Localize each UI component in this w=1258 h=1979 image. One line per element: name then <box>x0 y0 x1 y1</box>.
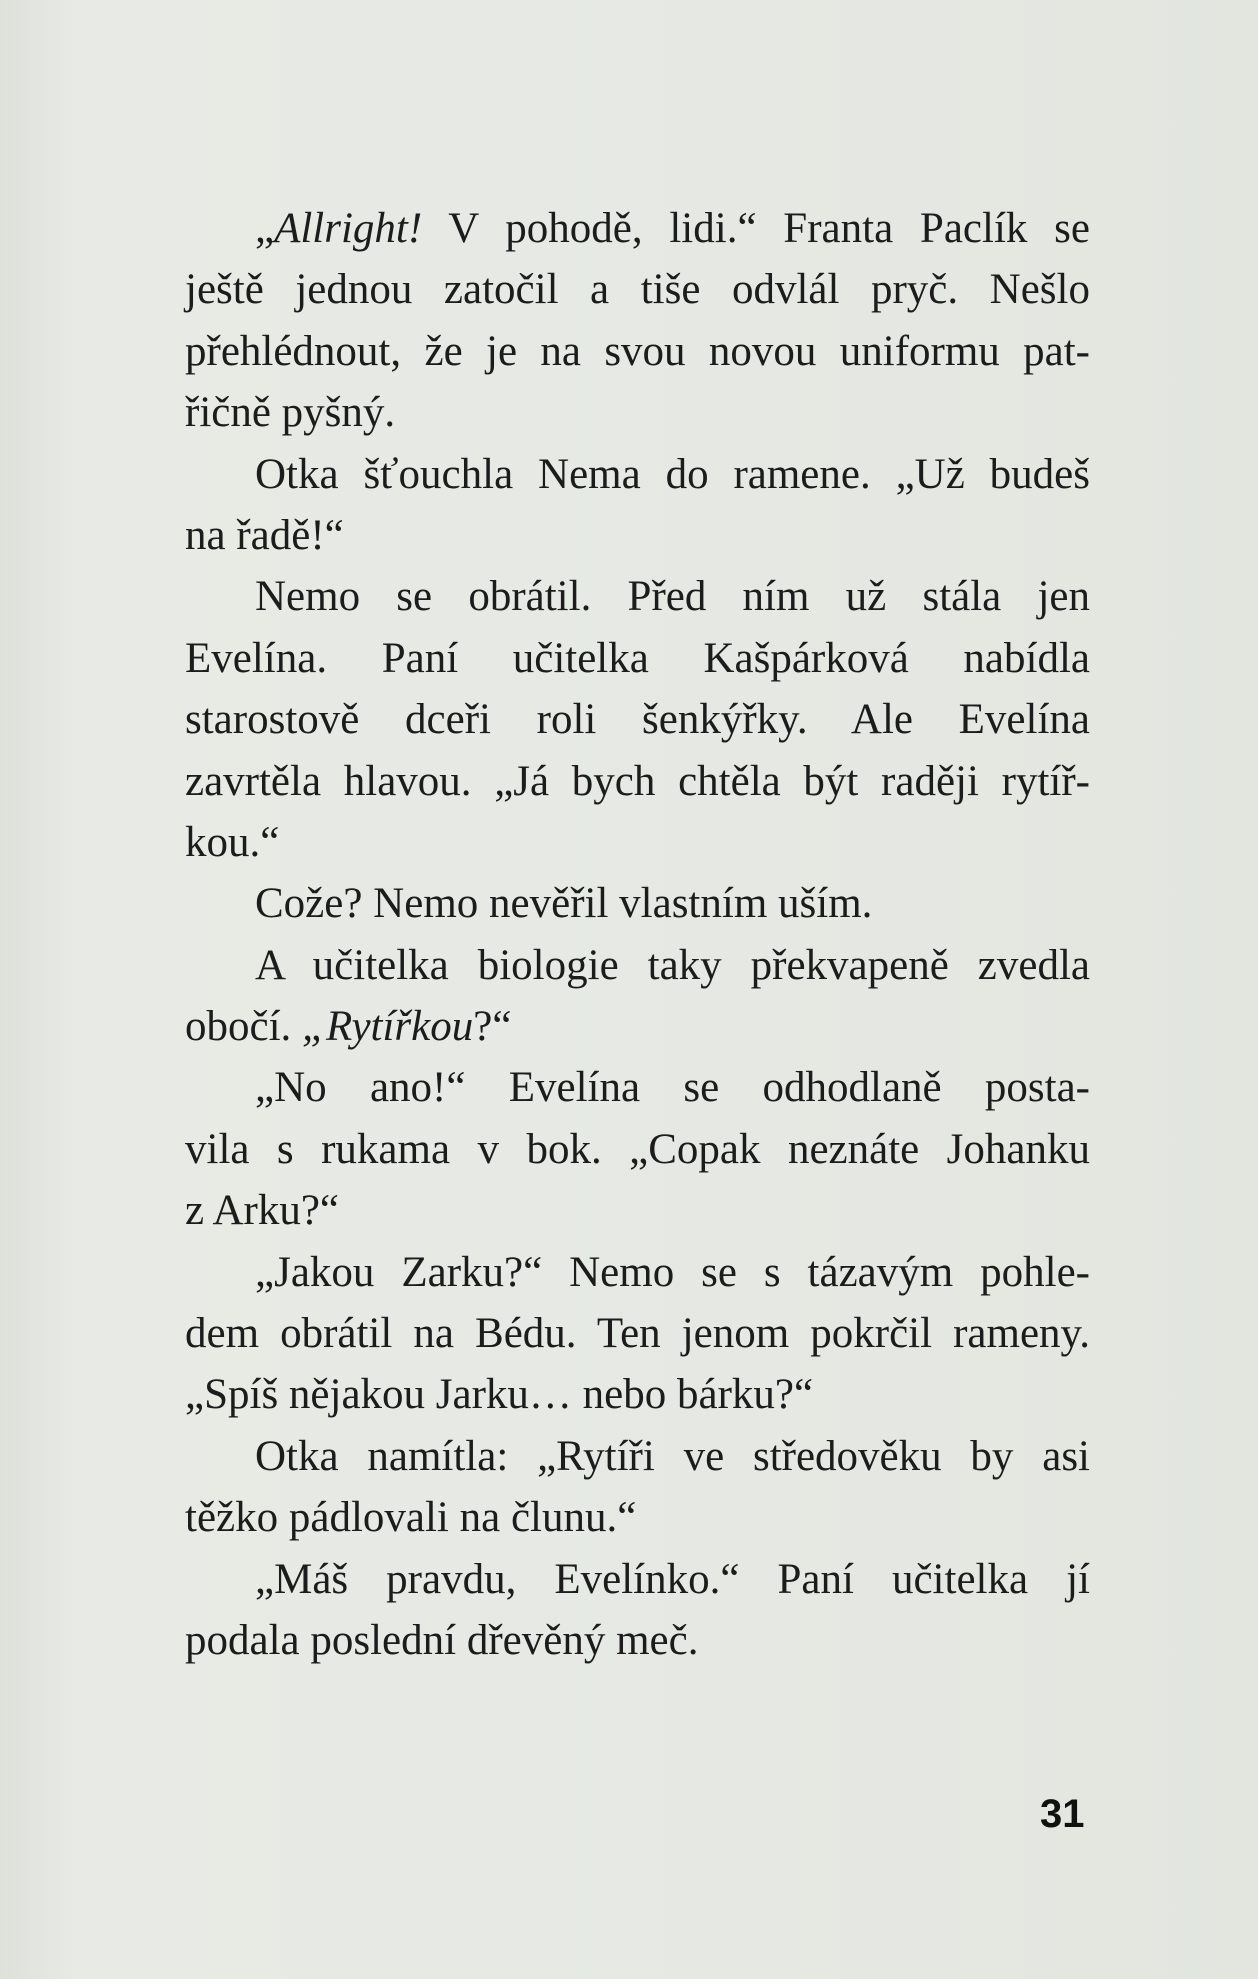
text-line <box>185 1487 1090 1548</box>
paragraph <box>185 444 1090 567</box>
text-run: ještě jednou zatočil a tiše odvlál pryč. Nešlo <box>185 266 1090 314</box>
text-line <box>185 751 1090 812</box>
italic-text: „Rytířkou <box>302 1003 474 1051</box>
text-run: dem obrátil na Bédu. Ten jenom pokrčil rameny. <box>185 1310 1090 1358</box>
text-run: ?“ <box>473 1003 512 1051</box>
text-run: starostově dceři roli šenkýřky. Ale Evelína <box>185 696 1090 744</box>
text-line <box>185 321 1090 382</box>
text-run: obočí. <box>185 1003 303 1051</box>
text-run: Otka namítla: „Rytíři ve středověku by asi <box>255 1432 1090 1480</box>
text-line <box>185 1303 1090 1364</box>
text-line <box>185 259 1090 320</box>
text-run: z Arku?“ <box>185 1187 340 1235</box>
text-line <box>185 1549 1090 1610</box>
text-line <box>185 689 1090 750</box>
text-run: těžko pádlovali na člunu.“ <box>185 1494 637 1542</box>
text-line <box>185 1364 1090 1425</box>
text-run: „No ano!“ Evelína se odhodlaně posta- <box>255 1064 1090 1112</box>
text-run: přehlédnout, že je na svou novou uniformu pat- <box>185 327 1090 375</box>
text-line <box>185 1426 1090 1487</box>
text-line <box>185 1242 1090 1303</box>
text-run: „Máš pravdu, Evelínko.“ Paní učitelka jí <box>255 1555 1090 1603</box>
paragraph <box>185 1426 1090 1549</box>
text-line <box>185 1057 1090 1118</box>
text-line <box>185 566 1090 627</box>
text-run: „ <box>255 205 275 252</box>
text-line <box>185 505 1090 566</box>
text-line <box>185 1180 1090 1241</box>
paragraph <box>185 198 1090 444</box>
text-run: V pohodě, lidi.“ Franta Paclík se <box>422 205 1090 252</box>
text-line <box>185 1610 1090 1671</box>
page-number: 31 <box>1040 1792 1085 1836</box>
paragraph <box>185 1242 1090 1426</box>
text-line <box>185 628 1090 689</box>
text-run: řičně pyšný. <box>185 389 396 437</box>
paragraph <box>185 935 1090 1058</box>
italic-text: Allright! <box>274 205 423 252</box>
paragraph <box>185 873 1090 934</box>
text-run: A učitelka biologie taky překvapeně zvedla <box>255 941 1090 989</box>
text-line <box>185 873 1090 934</box>
text-run: zavrtěla hlavou. „Já bych chtěla být raději rytíř- <box>185 757 1090 805</box>
body-text <box>185 198 1090 1671</box>
text-line <box>185 935 1090 996</box>
text-line <box>185 382 1090 443</box>
text-line <box>185 198 1090 259</box>
text-run: Otka šťouchla Nema do ramene. „Už budeš <box>255 450 1090 498</box>
text-run: na řadě!“ <box>185 511 344 559</box>
paragraph <box>185 566 1090 873</box>
text-line <box>185 812 1090 873</box>
text-run: Evelína. Paní učitelka Kašpárková nabídla <box>185 634 1090 682</box>
text-run: Cože? Nemo nevěřil vlastním uším. <box>255 880 873 928</box>
text-run: kou.“ <box>185 818 280 866</box>
text-line <box>185 996 1090 1057</box>
text-run: „Jakou Zarku?“ Nemo se s tázavým pohle- <box>255 1248 1090 1296</box>
paragraph <box>185 1057 1090 1241</box>
text-run: vila s rukama v bok. „Copak neznáte Johanku <box>185 1125 1090 1173</box>
text-line <box>185 1119 1090 1180</box>
text-run: „Spíš nějakou Jarku… nebo bárku?“ <box>185 1371 814 1419</box>
paragraph <box>185 1549 1090 1672</box>
text-line <box>185 444 1090 505</box>
text-run: Nemo se obrátil. Před ním už stála jen <box>255 573 1090 621</box>
text-run: podala poslední dřevěný meč. <box>185 1616 699 1664</box>
